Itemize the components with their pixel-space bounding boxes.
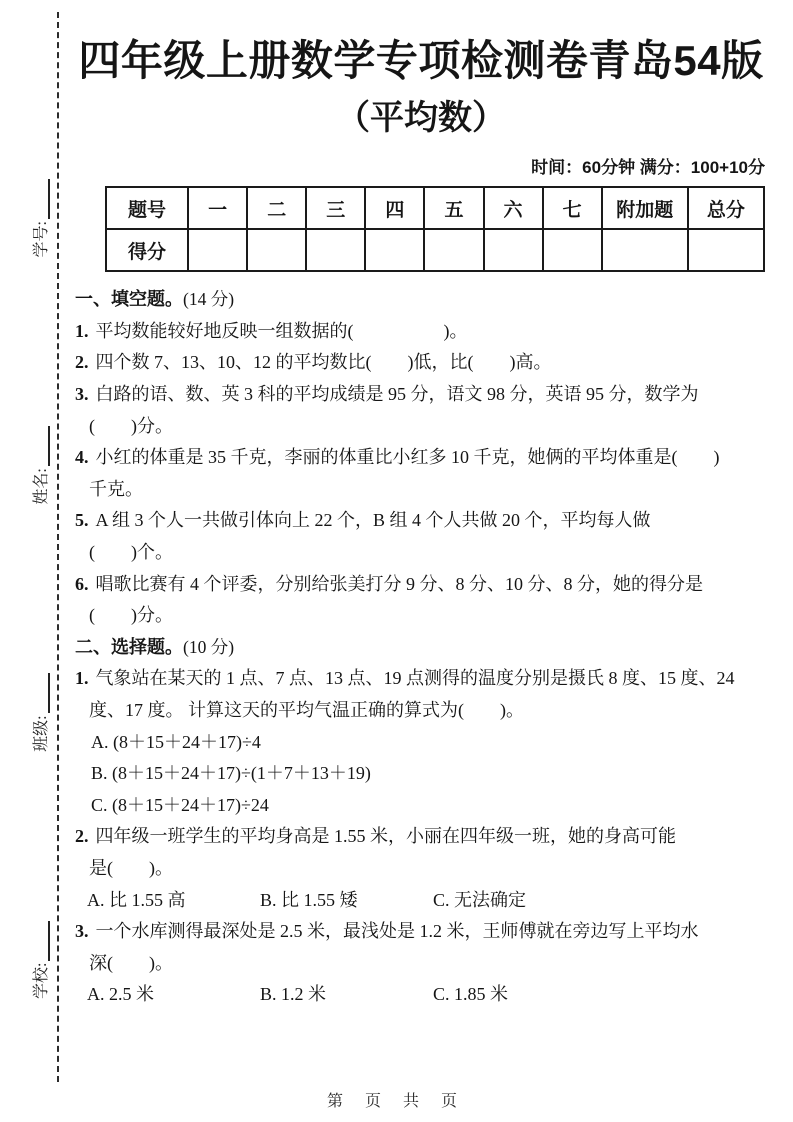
seal-dashed-line bbox=[57, 12, 59, 1082]
question-text: 气象站在某天的 1 点、7 点、13 点、19 点测得的温度分别是摄氏 8 度、15 度、24 bbox=[95, 668, 735, 689]
student-info-field bbox=[34, 673, 50, 751]
question-number: 1. bbox=[75, 320, 89, 341]
answer-option: B. (8＋15＋24＋17)÷(1＋7＋13＋19) bbox=[91, 763, 371, 784]
student-info-label: 学号: bbox=[33, 221, 50, 258]
question-text: 四年级一班学生的平均身高是 1.55 米，小丽在四年级一班，她的身高可能 bbox=[95, 826, 676, 847]
score-table-column-header: 六 bbox=[484, 187, 543, 229]
question-number: 6. bbox=[75, 573, 89, 594]
question-text: 一个水库测得最深处是 2.5 米，最浅处是 1.2 米，王师傅就在旁边写上平均水 bbox=[95, 921, 699, 942]
exam-time-score-info: 时间：60分钟 满分：100+10分 bbox=[531, 158, 765, 178]
student-info-label: 学校: bbox=[33, 962, 50, 999]
question-text: 唱歌比赛有 4 个评委，分别给张美打分 9 分、8 分、10 分、8 分，她的得分是 bbox=[95, 573, 703, 594]
student-info-blank-line bbox=[36, 426, 50, 466]
question-line bbox=[75, 600, 767, 632]
student-info-blank-line bbox=[36, 673, 50, 713]
score-cell bbox=[484, 229, 543, 271]
page-footer: 第 页 共 页 bbox=[326, 1093, 466, 1110]
question-line bbox=[75, 411, 767, 443]
section-heading bbox=[75, 632, 767, 664]
answer-options-row bbox=[75, 979, 767, 1011]
question-text: A 组 3 个人一共做引体向上 22 个，B 组 4 个人共做 20 个，平均每人做 bbox=[95, 510, 651, 531]
score-table-column-header: 总分 bbox=[688, 187, 764, 229]
score-cell bbox=[543, 229, 602, 271]
score-table-header-row bbox=[106, 187, 764, 229]
question-number: 3. bbox=[75, 384, 89, 405]
section-heading bbox=[75, 284, 767, 316]
question-text: 是( )。 bbox=[89, 857, 173, 878]
question-text: ( )个。 bbox=[89, 542, 173, 563]
question-number: 1. bbox=[75, 668, 89, 689]
student-info-blank-line bbox=[36, 179, 50, 219]
section-title: 一、填空题。 bbox=[75, 289, 183, 310]
answer-option: C. 1.85 米 bbox=[433, 984, 509, 1005]
question-line bbox=[75, 663, 767, 695]
section-points: (10 分) bbox=[183, 636, 235, 657]
question-line bbox=[75, 569, 767, 601]
score-cell bbox=[688, 229, 764, 271]
page-subtitle: （平均数） bbox=[336, 99, 506, 138]
answer-option: C. 无法确定 bbox=[433, 889, 527, 910]
section-title: 二、选择题。 bbox=[75, 636, 183, 657]
question-line bbox=[75, 442, 767, 474]
answer-option: B. 比 1.55 矮 bbox=[260, 889, 358, 910]
answer-option: A. 比 1.55 高 bbox=[87, 889, 186, 910]
question-text: 千克。 bbox=[89, 478, 143, 499]
answer-option: C. (8＋15＋24＋17)÷24 bbox=[91, 794, 269, 815]
student-info-field bbox=[34, 179, 50, 257]
score-table-column-header: 三 bbox=[306, 187, 365, 229]
score-table-column-header: 四 bbox=[365, 187, 424, 229]
section-points: (14 分) bbox=[183, 289, 235, 310]
student-info-blank-line bbox=[36, 921, 50, 961]
question-line bbox=[75, 948, 767, 980]
question-line bbox=[75, 347, 767, 379]
score-table-column-header: 附加题 bbox=[602, 187, 688, 229]
question-text: 平均数能较好地反映一组数据的( )。 bbox=[95, 320, 468, 341]
score-cell bbox=[188, 229, 247, 271]
question-text: ( )分。 bbox=[89, 415, 173, 436]
score-table-column-header: 五 bbox=[424, 187, 483, 229]
question-text: 小红的体重是 35 千克，李丽的体重比小红多 10 千克，她俩的平均体重是( ) bbox=[95, 447, 720, 468]
score-row-label: 得分 bbox=[106, 229, 188, 271]
student-info-strip bbox=[29, 179, 55, 999]
score-cell bbox=[365, 229, 424, 271]
student-info-label: 班级: bbox=[33, 715, 50, 752]
question-line bbox=[75, 853, 767, 885]
answer-options-row bbox=[75, 885, 767, 917]
question-number: 2. bbox=[75, 826, 89, 847]
question-line bbox=[75, 474, 767, 506]
score-table-column-header: 二 bbox=[247, 187, 306, 229]
student-info-field bbox=[34, 426, 50, 504]
question-line bbox=[75, 316, 767, 348]
exam-content bbox=[75, 0, 767, 1011]
question-text: 度、17 度。 计算这天的平均气温正确的算式为( )。 bbox=[89, 700, 524, 720]
question-text: 深( )。 bbox=[89, 952, 173, 973]
question-line bbox=[75, 916, 767, 948]
question-text: 四个数 7、13、10、12 的平均数比( )低，比( )高。 bbox=[95, 352, 552, 373]
question-line bbox=[75, 821, 767, 853]
question-number: 5. bbox=[75, 510, 89, 531]
student-info-field bbox=[34, 921, 50, 999]
score-table-corner-label: 题号 bbox=[106, 187, 188, 229]
question-text: ( )分。 bbox=[89, 605, 173, 626]
score-table-column-header: 七 bbox=[543, 187, 602, 229]
question-number: 3. bbox=[75, 921, 89, 942]
question-number: 2. bbox=[75, 352, 89, 373]
question-line bbox=[75, 695, 767, 727]
answer-option: A. (8＋15＋24＋17)÷4 bbox=[91, 731, 261, 752]
page-title: 四年级上册数学专项检测卷青岛54版 bbox=[78, 37, 764, 84]
score-cell bbox=[602, 229, 688, 271]
question-line bbox=[75, 379, 767, 411]
score-table-score-row bbox=[106, 229, 764, 271]
question-text: 白路的语、数、英 3 科的平均成绩是 95 分，语文 98 分，英语 95 分，数学为 bbox=[95, 384, 699, 405]
score-cell bbox=[424, 229, 483, 271]
answer-option: B. 1.2 米 bbox=[260, 984, 327, 1005]
score-table bbox=[105, 186, 765, 272]
student-info-label: 姓名: bbox=[33, 468, 50, 505]
score-cell bbox=[306, 229, 365, 271]
score-table-column-header: 一 bbox=[188, 187, 247, 229]
score-cell bbox=[247, 229, 306, 271]
question-sections bbox=[75, 284, 767, 1011]
question-line bbox=[75, 537, 767, 569]
question-line bbox=[75, 505, 767, 537]
question-number: 4. bbox=[75, 447, 89, 468]
answer-option: A. 2.5 米 bbox=[87, 984, 154, 1005]
